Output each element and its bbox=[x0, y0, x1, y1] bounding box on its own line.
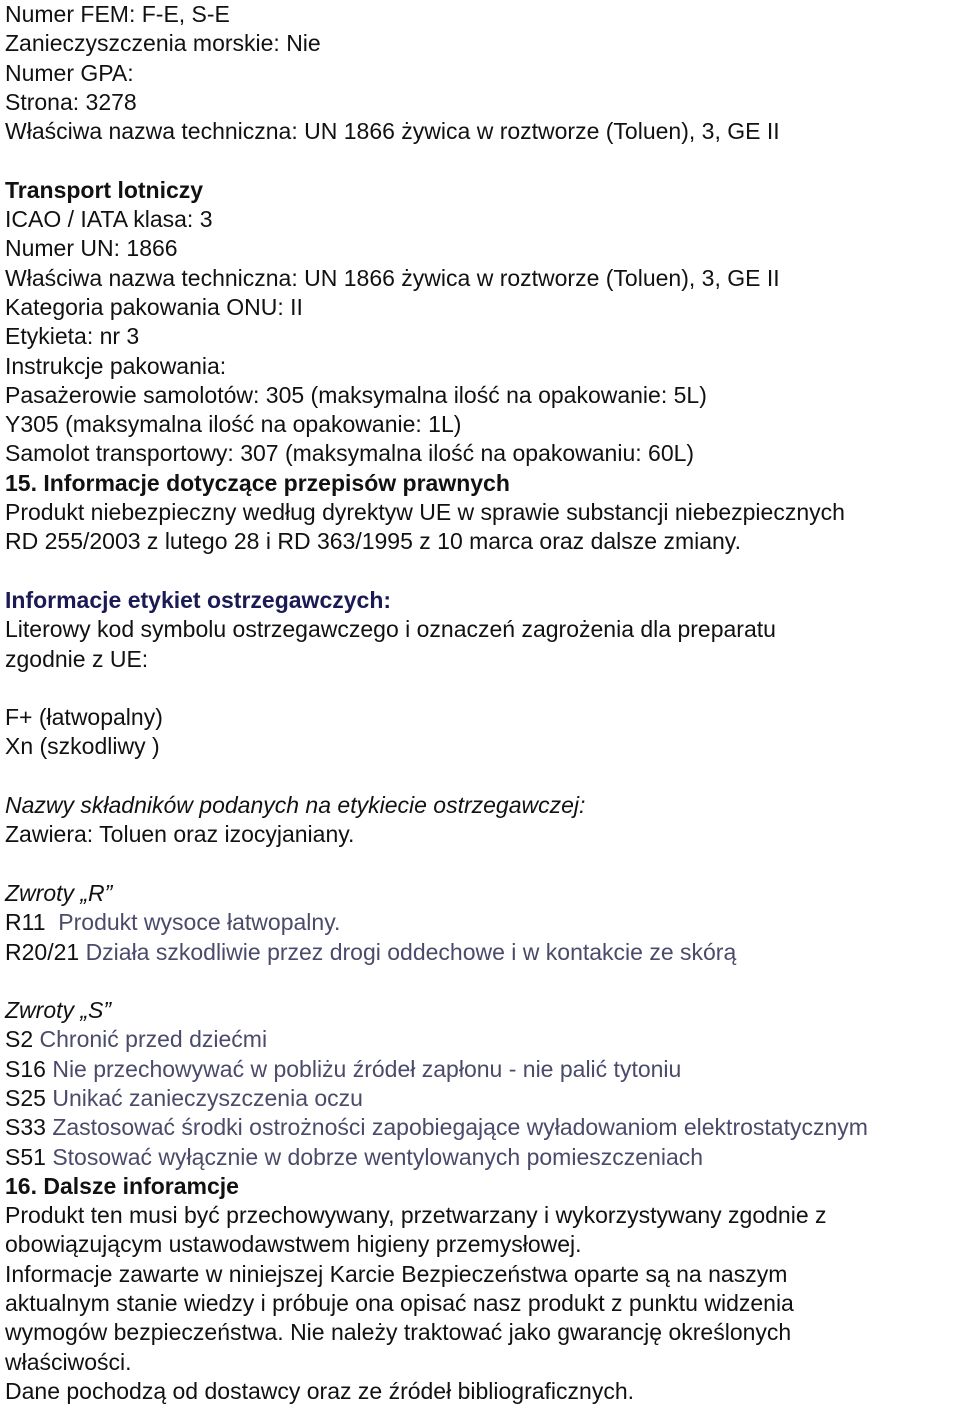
s-phrase-code: S16 bbox=[5, 1055, 46, 1082]
s-phrase bbox=[5, 1055, 960, 1084]
section-16-line: właściwości. bbox=[5, 1348, 132, 1375]
r-phrase-text: Produkt wysoce łatwopalny. bbox=[58, 909, 341, 936]
symbol-line-1: Literowy kod symbolu ostrzegawczego i oznaczeń zagrożenia dla preparatu bbox=[5, 616, 776, 643]
page-ref: Strona: 3278 bbox=[5, 88, 137, 115]
air-label: Etykieta: nr 3 bbox=[5, 323, 140, 350]
s-phrase-text: Nie przechowywać w pobliżu źródeł zapłonu - nie palić tytoniu bbox=[52, 1055, 682, 1082]
sea-proper-name: Właściwa nazwa techniczna: UN 1866 żywica w roztworze (Toluen), 3, GE II bbox=[5, 118, 780, 145]
air-passenger: Pasażerowie samolotów: 305 (maksymalna ilość na opakowanie: 5L) bbox=[5, 381, 707, 408]
section-16-heading: 16. Dalsze inforamcje bbox=[5, 1172, 239, 1199]
r-phrase-code: R11 bbox=[5, 909, 46, 936]
marine-pollutant: Zanieczyszczenia morskie: Nie bbox=[5, 30, 321, 57]
r-phrase-text: Działa szkodliwie przez drogi oddechowe i w kontakcie ze skórą bbox=[85, 938, 737, 965]
section-16-line: wymogów bezpieczeństwa. Nie należy traktować jako gwarancję określonych bbox=[5, 1319, 792, 1346]
air-instructions: Instrukcje pakowania: bbox=[5, 352, 227, 379]
s-phrases-heading: Zwroty „S” bbox=[5, 997, 112, 1024]
s-phrase-text: Unikać zanieczyszczenia oczu bbox=[52, 1084, 363, 1111]
section-15-text-1: Produkt niebezpieczny według dyrektyw UE w sprawie substancji niebezpiecznych bbox=[5, 499, 845, 526]
r-phrase bbox=[5, 938, 960, 967]
s-phrase bbox=[5, 1143, 960, 1172]
air-y305: Y305 (maksymalna ilość na opakowanie: 1L) bbox=[5, 411, 462, 438]
spacer bbox=[5, 967, 960, 996]
spacer bbox=[5, 674, 960, 703]
fem-number: Numer FEM: F-E, S-E bbox=[5, 1, 230, 27]
section-16-line: Informacje zawarte w niniejszej Karcie Bezpieczeństwa oparte są na naszym bbox=[5, 1260, 788, 1287]
hazard-symbol-harmful: Xn (szkodliwy ) bbox=[5, 733, 160, 760]
document-body bbox=[5, 0, 960, 1406]
spacer bbox=[5, 850, 960, 879]
gpa-number: Numer GPA: bbox=[5, 59, 134, 86]
r-phrases-heading: Zwroty „R” bbox=[5, 879, 113, 906]
spacer bbox=[5, 557, 960, 586]
air-transport-heading: Transport lotniczy bbox=[5, 176, 204, 203]
section-15-text-2: RD 255/2003 z lutego 28 i RD 363/1995 z 10 marca oraz dalsze zmiany. bbox=[5, 528, 741, 555]
r-phrase-code: R20/21 bbox=[5, 938, 80, 965]
section-16-line: Produkt ten musi być przechowywany, przetwarzany i wykorzystywany zgodnie z bbox=[5, 1202, 827, 1229]
s-phrase-code: S25 bbox=[5, 1084, 46, 1111]
air-class: ICAO / IATA klasa: 3 bbox=[5, 206, 213, 233]
ingredients-heading: Nazwy składników podanych na etykiecie ostrzegawczej: bbox=[5, 792, 586, 819]
s-phrase-text: Stosować wyłącznie w dobrze wentylowanych pomieszczeniach bbox=[52, 1143, 704, 1170]
s-phrase bbox=[5, 1084, 960, 1113]
s-phrase bbox=[5, 1113, 960, 1142]
r-phrase bbox=[5, 908, 960, 937]
section-15-heading: 15. Informacje dotyczące przepisów prawnych bbox=[5, 469, 510, 496]
s-phrase-code: S51 bbox=[5, 1143, 46, 1170]
section-16-line: Dane pochodzą od dostawcy oraz ze źródeł bibliograficznych. bbox=[5, 1377, 635, 1404]
section-16-line: obowiązującym ustawodawstwem higieny przemysłowej. bbox=[5, 1231, 582, 1258]
symbol-line-2: zgodnie z UE: bbox=[5, 645, 149, 672]
s-phrase-code: S33 bbox=[5, 1114, 46, 1141]
labels-heading: Informacje etykiet ostrzegawczych: bbox=[5, 586, 392, 613]
air-un-number: Numer UN: 1866 bbox=[5, 235, 178, 262]
spacer bbox=[5, 762, 960, 791]
spacer bbox=[5, 146, 960, 175]
air-proper-name: Właściwa nazwa techniczna: UN 1866 żywica w roztworze (Toluen), 3, GE II bbox=[5, 264, 780, 291]
air-cargo: Samolot transportowy: 307 (maksymalna ilość na opakowaniu: 60L) bbox=[5, 440, 695, 467]
s-phrase-code: S2 bbox=[5, 1026, 34, 1053]
air-packing-group: Kategoria pakowania ONU: II bbox=[5, 293, 303, 320]
hazard-symbol-flammable: F+ (łatwopalny) bbox=[5, 704, 163, 731]
ingredients-text: Zawiera: Toluen oraz izocyjaniany. bbox=[5, 821, 355, 848]
s-phrase bbox=[5, 1025, 960, 1054]
s-phrase-text: Zastosować środki ostrożności zapobiegające wyładowaniom elektrostatycznym bbox=[52, 1114, 868, 1141]
s-phrase-text: Chronić przed dziećmi bbox=[39, 1026, 268, 1053]
section-16-line: aktualnym stanie wiedzy i próbuje ona opisać nasz produkt z punktu widzenia bbox=[5, 1290, 794, 1317]
